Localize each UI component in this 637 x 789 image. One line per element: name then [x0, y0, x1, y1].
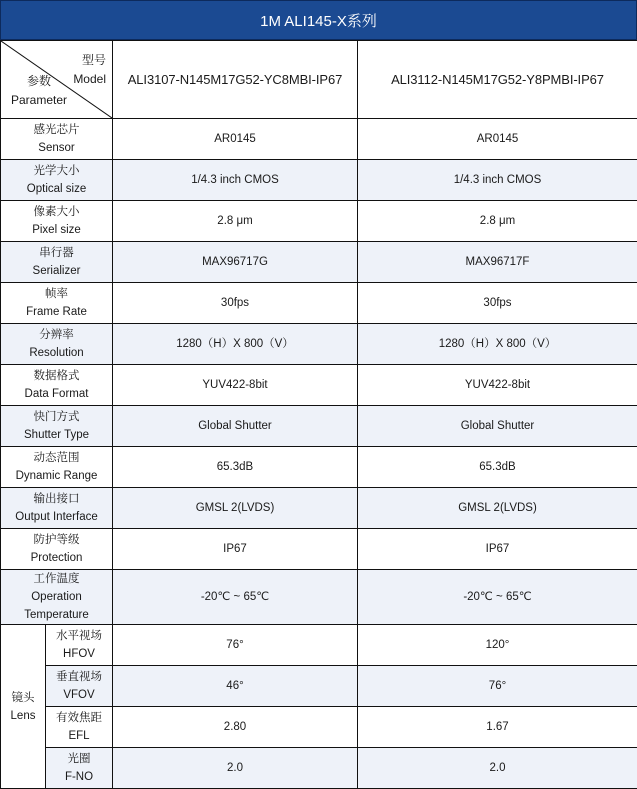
value-cell: 120°: [358, 625, 637, 666]
value-cell: 1280（H）X 800（V）: [113, 324, 358, 365]
table-row: [1, 406, 637, 447]
value-cell: AR0145: [358, 119, 637, 160]
value-cell: 1.67: [358, 707, 637, 748]
param-label: 工作温度 Operation Temperature: [1, 570, 113, 625]
param-label: 像素大小 Pixel size: [1, 201, 113, 242]
value-cell: 46°: [113, 666, 358, 707]
param-label: 有效焦距 EFL: [46, 707, 113, 748]
spec-table: [0, 40, 637, 789]
value-cell: AR0145: [113, 119, 358, 160]
table-row: [1, 160, 637, 201]
value-cell: 2.0: [358, 748, 637, 789]
value-cell: GMSL 2(LVDS): [358, 488, 637, 529]
param-label: 感光芯片 Sensor: [1, 119, 113, 160]
value-cell: IP67: [113, 529, 358, 570]
table-row: [1, 529, 637, 570]
value-cell: YUV422-8bit: [358, 365, 637, 406]
value-cell: YUV422-8bit: [113, 365, 358, 406]
value-cell: 2.8 μm: [358, 201, 637, 242]
param-label: 垂直视场 VFOV: [46, 666, 113, 707]
value-cell: MAX96717G: [113, 242, 358, 283]
header-row: [1, 41, 637, 119]
param-label: 分辨率 Resolution: [1, 324, 113, 365]
param-label: 光学大小 Optical size: [1, 160, 113, 201]
value-cell: Global Shutter: [113, 406, 358, 447]
table-row: [1, 707, 637, 748]
param-label: 防护等级 Protection: [1, 529, 113, 570]
value-cell: Global Shutter: [358, 406, 637, 447]
value-cell: 65.3dB: [113, 447, 358, 488]
model-name-1: ALI3107-N145M17G52-YC8MBI-IP67: [113, 41, 358, 119]
value-cell: 30fps: [113, 283, 358, 324]
value-cell: 1/4.3 inch CMOS: [113, 160, 358, 201]
value-cell: 2.80: [113, 707, 358, 748]
value-cell: -20℃ ~ 65℃: [113, 570, 358, 625]
table-row: [1, 570, 637, 625]
table-row: [1, 201, 637, 242]
table-row: [1, 283, 637, 324]
param-label: 快门方式 Shutter Type: [1, 406, 113, 447]
lens-group-label: 镜头 Lens: [1, 625, 46, 789]
param-label: 输出接口 Output Interface: [1, 488, 113, 529]
value-cell: 1/4.3 inch CMOS: [358, 160, 637, 201]
value-cell: 2.0: [113, 748, 358, 789]
param-label: 串行器 Serializer: [1, 242, 113, 283]
value-cell: IP67: [358, 529, 637, 570]
table-row: [1, 488, 637, 529]
table-row: [1, 625, 637, 666]
param-label: 水平视场 HFOV: [46, 625, 113, 666]
param-label: 光圈 F-NO: [46, 748, 113, 789]
table-row: [1, 324, 637, 365]
table-row: [1, 119, 637, 160]
table-row: [1, 242, 637, 283]
value-cell: GMSL 2(LVDS): [113, 488, 358, 529]
table-row: [1, 666, 637, 707]
table-row: [1, 365, 637, 406]
value-cell: 30fps: [358, 283, 637, 324]
value-cell: 65.3dB: [358, 447, 637, 488]
value-cell: MAX96717F: [358, 242, 637, 283]
parameter-label: 参数 Parameter: [11, 72, 67, 110]
param-label: 数据格式 Data Format: [1, 365, 113, 406]
model-name-2: ALI3112-N145M17G52-Y8PMBI-IP67: [358, 41, 637, 119]
value-cell: 76°: [113, 625, 358, 666]
diagonal-header-cell: [1, 41, 113, 119]
table-row: [1, 447, 637, 488]
value-cell: 2.8 μm: [113, 201, 358, 242]
value-cell: 1280（H）X 800（V）: [358, 324, 637, 365]
table-row: [1, 748, 637, 789]
param-label: 帧率 Frame Rate: [1, 283, 113, 324]
table-title: 1M ALI145-X系列: [0, 0, 637, 40]
param-label: 动态范围 Dynamic Range: [1, 447, 113, 488]
value-cell: 76°: [358, 666, 637, 707]
value-cell: -20℃ ~ 65℃: [358, 570, 637, 625]
model-label: 型号 Model: [73, 51, 106, 89]
